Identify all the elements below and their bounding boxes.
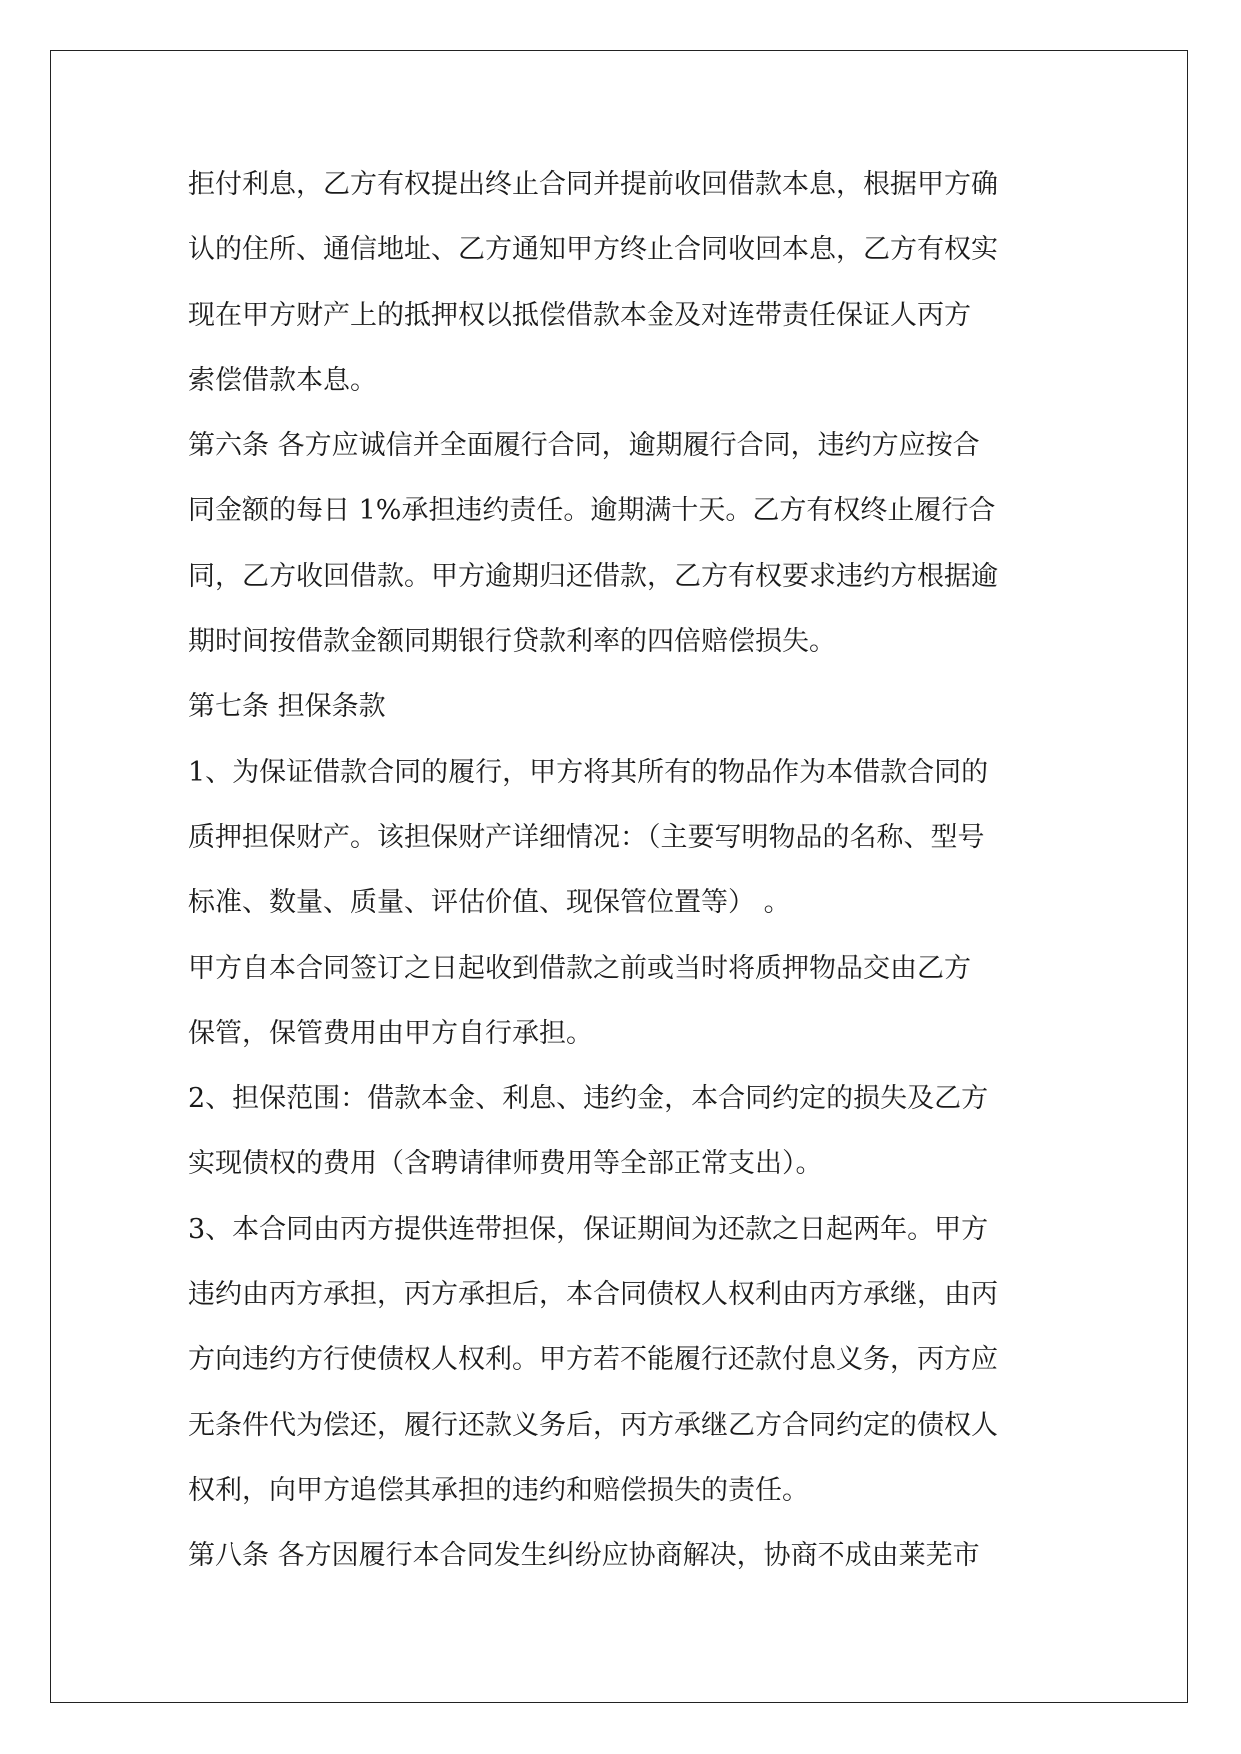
text-line: 权利，向甲方追偿其承担的违约和赔偿损失的责任。	[188, 1474, 809, 1506]
text-line: 期时间按借款金额同期银行贷款利率的四倍赔偿损失。	[188, 626, 836, 658]
text-line: 无条件代为偿还，履行还款义务后，丙方承继乙方合同约定的债权人	[188, 1409, 998, 1441]
text-line: 方向违约方行使债权人权利。甲方若不能履行还款付息义务，丙方应	[188, 1344, 998, 1376]
text-line: 第六条 各方应诚信并全面履行合同，逾期履行合同，违约方应按合	[188, 430, 980, 462]
document-body	[188, 152, 1056, 1589]
text-line: 拒付利息，乙方有权提出终止合同并提前收回借款本息，根据甲方确	[188, 169, 998, 200]
text-line: 3、本合同由丙方提供连带担保，保证期间为还款之日起两年。甲方	[188, 1213, 989, 1245]
text-line: 第八条 各方因履行本合同发生纠纷应协商解决，协商不成由莱芜市	[188, 1540, 980, 1572]
text-line: 同金额的每日 1%承担违约责任。逾期满十天。乙方有权终止履行合	[188, 495, 996, 527]
text-line: 认的住所、通信地址、乙方通知甲方终止合同收回本息，乙方有权实	[188, 234, 998, 266]
text-line: 甲方自本合同签订之日起收到借款之前或当时将质押物品交由乙方	[188, 952, 971, 984]
text-line: 保管，保管费用由甲方自行承担。	[188, 1017, 593, 1049]
text-line: 实现债权的费用（含聘请律师费用等全部正常支出）。	[188, 1148, 823, 1180]
text-line: 违约由丙方承担，丙方承担后，本合同债权人权利由丙方承继，由丙	[188, 1279, 998, 1311]
text-line: 质押担保财产。该担保财产详细情况：（主要写明物品的名称、型号	[188, 821, 985, 853]
text-line: 索偿借款本息。	[188, 364, 377, 396]
text-line: 同，乙方收回借款。甲方逾期归还借款，乙方有权要求违约方根据逾	[188, 560, 998, 592]
text-line: 1、为保证借款合同的履行，甲方将其所有的物品作为本借款合同的	[188, 756, 989, 788]
text-line: 现在甲方财产上的抵押权以抵偿借款本金及对连带责任保证人丙方	[188, 299, 971, 331]
text-line: 第七条 担保条款	[188, 691, 386, 723]
text-line: 标准、数量、质量、评估价值、现保管位置等） 。	[188, 887, 791, 919]
text-line: 2、担保范围：借款本金、利息、违约金，本合同约定的损失及乙方	[188, 1083, 989, 1115]
